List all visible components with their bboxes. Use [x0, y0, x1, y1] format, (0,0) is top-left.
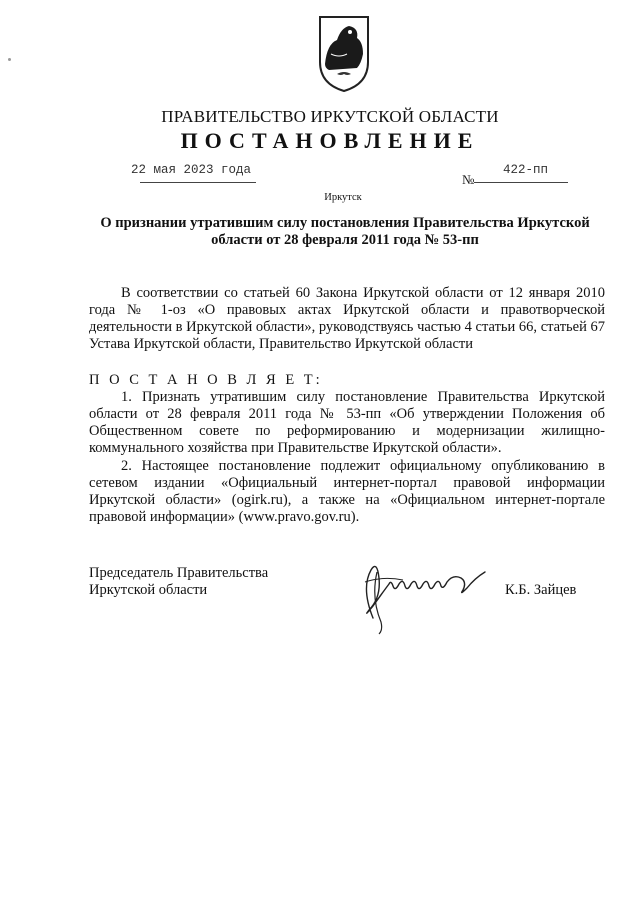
- margin-dot: [8, 58, 11, 61]
- date-underline: [140, 182, 256, 183]
- preamble-block: [89, 285, 605, 353]
- coat-of-arms-emblem: [317, 14, 371, 94]
- number-underline: [474, 182, 568, 183]
- resolve-heading: П О С Т А Н О В Л Я Е Т:: [89, 372, 323, 388]
- item-2-block: [89, 458, 605, 526]
- handwritten-signature: [343, 548, 503, 638]
- document-type: ПОСТАНОВЛЕНИЕ: [180, 128, 480, 153]
- preamble-paragraph: В соответствии со статьей 60 Закона Иркутской области от 12 января 2010 года № 1-оз «О правовых актах Иркутской области и правотворческой деятельности в Иркутской области», руководствуясь частью 4 статьи 66, статьей 67 Устава Иркутской области, Правительство Иркутской области: [89, 285, 605, 352]
- document-city: Иркутск: [324, 192, 362, 203]
- signatory-position-line-2: Иркутской области: [89, 582, 208, 598]
- organization-name: ПРАВИТЕЛЬСТВО ИРКУТСКОЙ ОБЛАСТИ: [161, 107, 499, 126]
- document-title: О признании утратившим силу постановления Правительства Иркутской области от 28 февраля 2011 года № 53-пп: [100, 215, 590, 248]
- signatory-position-line-1: Председатель Правительства: [89, 565, 269, 581]
- signatory-name: К.Б. Зайцев: [505, 582, 577, 598]
- item-1-paragraph: 1. Признать утратившим силу постановление Правительства Иркутской области от 28 февраля 2011 года № 53-пп «Об утверждении Положения об Общественном совете по реформированию и модернизации жилищно-коммунального хозяйства при Правительстве Иркутской области».: [89, 389, 605, 456]
- number-sign: №: [462, 172, 475, 187]
- item-2-paragraph: 2. Настоящее постановление подлежит официальному опубликованию в сетевом издании «Официальный интернет-портал правовой информации Иркутской области» (ogirk.ru), а также на «Официальном интернет-портале правовой информации» (www.pravo.gov.ru).: [89, 458, 605, 525]
- signatory-position: [89, 565, 268, 599]
- item-1-block: [89, 389, 605, 457]
- document-date: 22 мая 2023 года: [131, 163, 252, 177]
- document-number: 422-пп: [503, 163, 549, 177]
